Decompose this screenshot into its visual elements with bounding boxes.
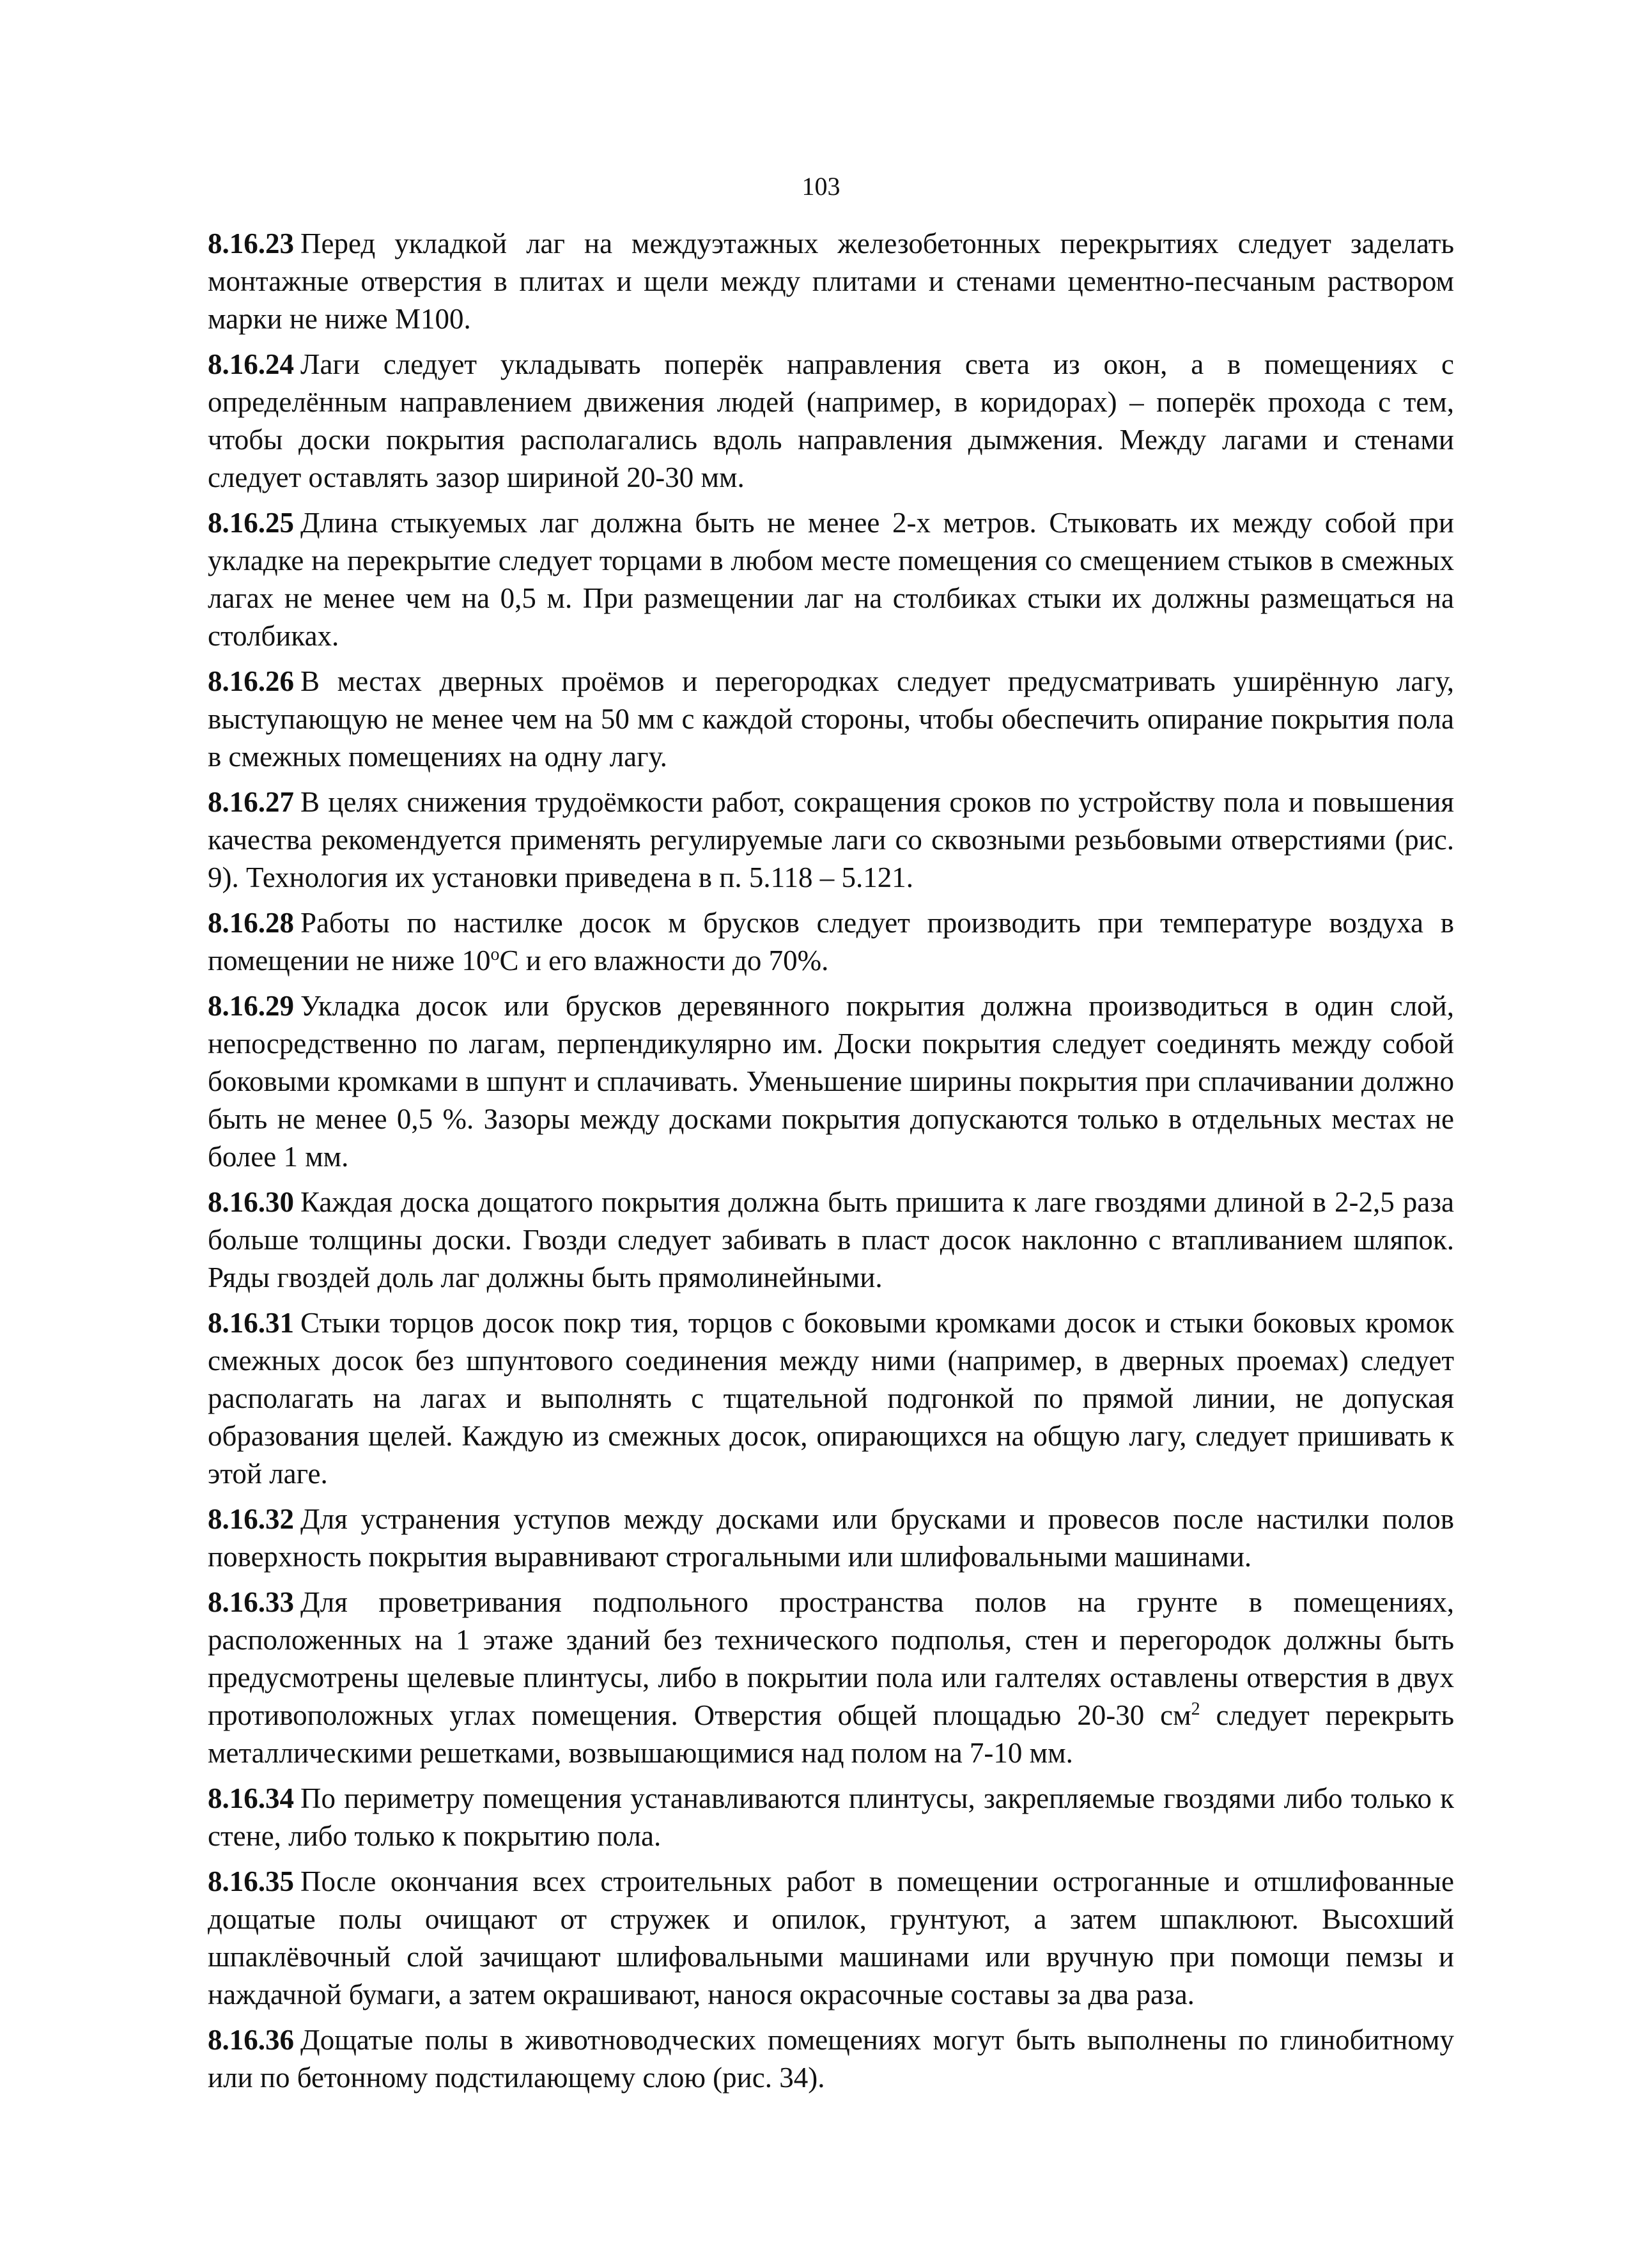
- paragraph-text: Каждая доска дощатого покрытия должна быть пришита к лаге гвоздями длиной в 2-2,5 раза больше толщины доски. Гвозди следует забивать в пласт досок наклонно с втапливанием шляпок. Ряды гвоздей доль лаг должны быть прямолинейными.: [208, 1186, 1454, 1293]
- paragraph-text: После окончания всех строительных работ в помещении остроганные и отшлифованные дощатые полы очищают от стружек и опилок, грунтуют, а затем шпаклюют. Высохший шпаклёвочный слой зачищают шлифовальными машинами или вручную при помощи пемзы и наждачной бумаги, а затем окрашивают, нанося окрасочные составы за два раза.: [208, 1865, 1454, 2010]
- paragraph-8-16-31: [208, 1304, 1454, 1493]
- paragraph-8-16-29: [208, 987, 1454, 1176]
- paragraph-text: Укладка досок или брусков деревянного покрытия должна производиться в один слой, непосредственно по лагам, перпендикулярно им. Доски покрытия следует соединять между собой боковыми кромками в шпунт и сплачивать. Уменьшение ширины покрытия при сплачивании должно быть не менее 0,5 %. Зазоры между досками покрытия допускаются только в отдельных местах не более 1 мм.: [208, 990, 1454, 1173]
- paragraph-8-16-27: [208, 783, 1454, 897]
- paragraph-text: По периметру помещения устанавливаются плинтусы, закрепляемые гвоздями либо только к стене, либо только к покрытию пола.: [208, 1782, 1454, 1852]
- degree-superscript: о: [490, 945, 500, 964]
- page-number: 103: [802, 172, 840, 201]
- paragraph-8-16-34: [208, 1780, 1454, 1855]
- paragraph-number: 8.16.32: [208, 1503, 294, 1535]
- paragraph-8-16-35: [208, 1863, 1454, 2014]
- paragraph-number: 8.16.33: [208, 1586, 294, 1618]
- paragraph-number: 8.16.36: [208, 2024, 294, 2056]
- paragraph-number: 8.16.24: [208, 348, 294, 380]
- paragraph-8-16-26: [208, 663, 1454, 776]
- paragraph-text: В целях снижения трудоёмкости работ, сокращения сроков по устройству пола и повышения качества рекомендуется применять регулируемые лаги со сквозными резьбовыми отверстиями (рис. 9). Технология их установки приведена в п. 5.118 – 5.121.: [208, 786, 1454, 893]
- paragraph-text: Для проветривания подпольного пространства полов на грунте в помещениях, расположенных на 1 этаже зданий без технического подполья, стен и перегородок должны быть предусмотрены щелевые плинтусы, либо в покрытии пола или галтелях оставлены отверстия в двух противоположных углах помещения. Отверстия общей площадью 20-30 см: [208, 1586, 1454, 1731]
- paragraph-number: 8.16.27: [208, 786, 294, 818]
- paragraph-text: В местах дверных проёмов и перегородках следует предусматривать уширённую лагу, выступающую не менее чем на 50 мм с каждой стороны, чтобы обеспечить опирание покрытия пола в смежных помещениях на одну лагу.: [208, 665, 1454, 773]
- paragraph-text-continued: следует перекрыть металлическими решетками, возвышающимися над полом на 7-10 мм.: [208, 1699, 1454, 1769]
- paragraph-number: 8.16.35: [208, 1865, 294, 1897]
- paragraph-number: 8.16.34: [208, 1782, 294, 1814]
- paragraph-number: 8.16.30: [208, 1186, 294, 1218]
- document-body: [208, 225, 1454, 2104]
- paragraph-text: Перед укладкой лаг на междуэтажных железобетонных перекрытиях следует заделать монтажные отверстия в плитах и щели между плитами и стенами цементно-песчаным раствором марки не ниже М100.: [208, 228, 1454, 335]
- paragraph-8-16-33: [208, 1584, 1454, 1772]
- paragraph-8-16-24: [208, 346, 1454, 497]
- paragraph-number: 8.16.26: [208, 665, 294, 697]
- paragraph-number: 8.16.31: [208, 1307, 294, 1339]
- paragraph-8-16-25: [208, 504, 1454, 655]
- paragraph-text: Стыки торцов досок покр тия, торцов с боковыми кромками досок и стыки боковых кромок смежных досок без шпунтового соединения между ними (например, в дверных проемах) следует располагать на лагах и выполнять с тщательной подгонкой по прямой линии, не допуская образования щелей. Каждую из смежных досок, опирающихся на общую лагу, следует пришивать к этой лаге.: [208, 1307, 1454, 1490]
- paragraph-text: Длина стыкуемых лаг должна быть не менее 2-х метров. Стыковать их между собой при укладке на перекрытие следует торцами в любом месте помещения со смещением стыков в смежных лагах не менее чем на 0,5 м. При размещении лаг на столбиках стыки их должны размещаться на столбиках.: [208, 507, 1454, 652]
- paragraph-number: 8.16.23: [208, 228, 294, 259]
- paragraph-text: Для устранения уступов между досками или брусками и провесов после настилки полов поверхность покрытия выравнивают строгальными или шлифовальными машинами.: [208, 1503, 1454, 1573]
- paragraph-8-16-36: [208, 2021, 1454, 2097]
- paragraph-8-16-30: [208, 1184, 1454, 1297]
- paragraph-text-continued: С и его влажности до 70%.: [499, 945, 829, 976]
- square-superscript: 2: [1191, 1699, 1200, 1719]
- paragraph-text: Лаги следует укладывать поперёк направления света из окон, а в помещениях с определённым направлением движения людей (например, в коридорах) – поперёк прохода с тем, чтобы доски покрытия располагались вдоль направления дымжения. Между лагами и стенами следует оставлять зазор шириной 20-30 мм.: [208, 348, 1454, 493]
- paragraph-8-16-32: [208, 1500, 1454, 1576]
- paragraph-8-16-23: [208, 225, 1454, 338]
- paragraph-text: Работы по настилке досок м брусков следует производить при температуре воздуха в помещении не ниже 10: [208, 907, 1454, 976]
- paragraph-number: 8.16.25: [208, 507, 294, 539]
- paragraph-number: 8.16.29: [208, 990, 294, 1022]
- paragraph-number: 8.16.28: [208, 907, 294, 939]
- paragraph-text: Дощатые полы в животноводческих помещениях могут быть выполнены по глинобитному или по бетонному подстилающему слою (рис. 34).: [208, 2024, 1454, 2094]
- paragraph-8-16-28: [208, 904, 1454, 980]
